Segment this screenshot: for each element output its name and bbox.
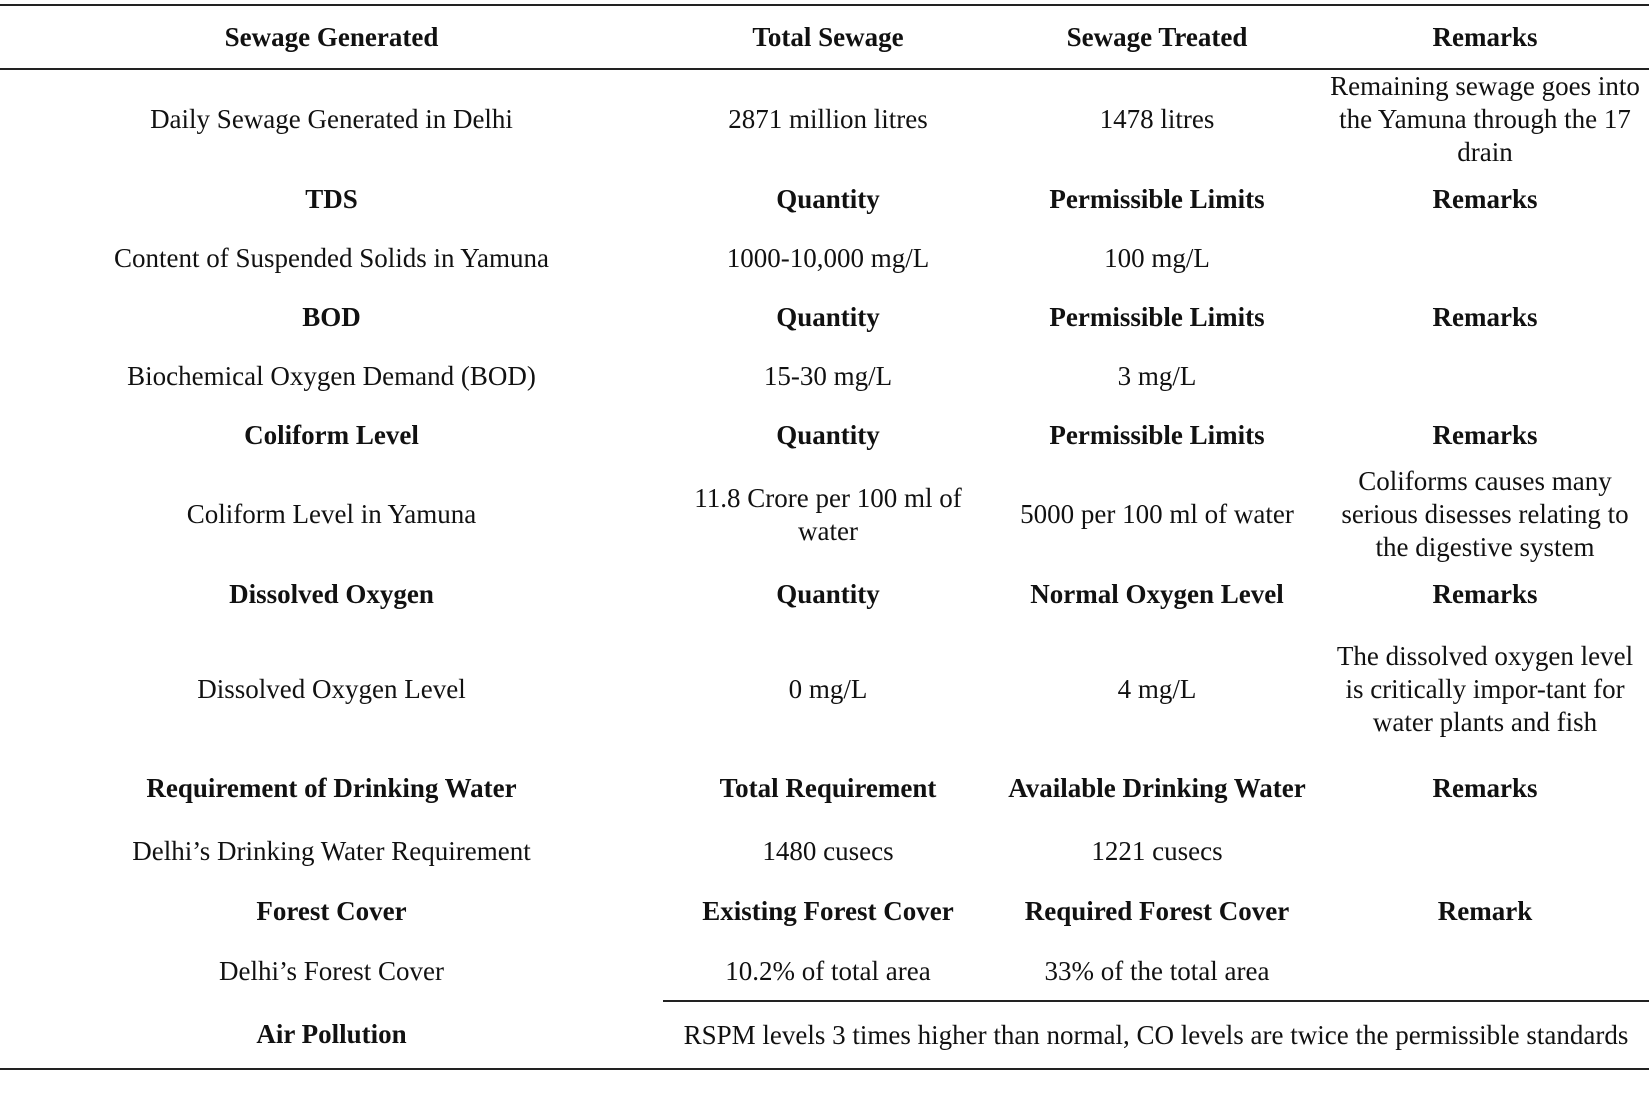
table-cell: 4 mg/L (1117, 673, 1197, 704)
section-header-row (0, 287, 1649, 347)
table-cell: Dissolved Oxygen Level (197, 673, 466, 704)
table-row (0, 942, 1649, 1001)
table-cell: Available Drinking Water (1008, 772, 1306, 803)
table-cell: 1480 cusecs (762, 835, 894, 866)
table-cell: Biochemical Oxygen Demand (BOD) (127, 360, 536, 391)
table-cell: Remaining sewage goes into the Yamuna through the 17 drain (1330, 71, 1640, 167)
table-cell: Remarks (1432, 183, 1538, 214)
table-cell: 100 mg/L (1104, 242, 1210, 273)
table-row (0, 822, 1649, 880)
table-cell: TDS (305, 183, 358, 214)
table-row (0, 624, 1649, 754)
pollution-data-table (0, 4, 1649, 1070)
section-header-row (0, 754, 1649, 822)
table-cell (1321, 942, 1649, 1001)
table-cell (1321, 347, 1649, 405)
table-row (0, 69, 1649, 169)
table-cell: Existing Forest Cover (702, 895, 954, 926)
table-cell: Quantity (776, 301, 880, 332)
table-cell: 1000-10,000 mg/L (726, 242, 930, 273)
header-sewage-generated: Sewage Generated (0, 5, 663, 69)
table-cell (1321, 229, 1649, 287)
table-cell: 33% of the total area (1044, 955, 1270, 986)
table-header-row (0, 5, 1649, 69)
table-cell: Delhi’s Forest Cover (219, 956, 444, 986)
table-cell: Required Forest Cover (1024, 895, 1290, 926)
air-pollution-label: Air Pollution (0, 1001, 663, 1069)
table-cell: 11.8 Crore per 100 ml of water (694, 482, 962, 546)
section-header-row (0, 169, 1649, 229)
table-cell: Coliform Level (244, 419, 419, 450)
table-row-air-pollution (0, 1001, 1649, 1069)
table-cell: Coliforms causes many serious disesses relating to the digestive system (1341, 466, 1629, 562)
table-cell: Dissolved Oxygen (229, 578, 434, 609)
table-cell: Total Requirement (719, 772, 937, 803)
section-header-row (0, 564, 1649, 624)
section-header-row (0, 880, 1649, 942)
table-cell: Quantity (776, 419, 880, 450)
header-total-sewage: Total Sewage (663, 5, 993, 69)
table-cell (1321, 822, 1649, 880)
table-cell: Quantity (776, 183, 880, 214)
table-cell: 1221 cusecs (1091, 835, 1223, 866)
table-cell: Normal Oxygen Level (1030, 578, 1284, 609)
table-cell: Delhi’s Drinking Water Requirement (132, 835, 531, 866)
air-pollution-text: RSPM levels 3 times higher than normal, CO levels are twice the permissible standards (663, 1001, 1649, 1069)
table-row (0, 347, 1649, 405)
header-remarks: Remarks (1321, 5, 1649, 69)
table-cell: Content of Suspended Solids in Yamuna (113, 242, 550, 273)
table-cell: Forest Cover (256, 895, 407, 926)
table-cell: Requirement of Drinking Water (146, 772, 517, 803)
table-cell: Permissible Limits (1049, 419, 1265, 450)
table-row (0, 465, 1649, 564)
table-cell: 5000 per 100 ml of water (1020, 499, 1294, 529)
table-cell: 2871 million litres (728, 104, 928, 134)
table-cell: 3 mg/L (1117, 360, 1197, 391)
table-cell: The dissolved oxygen level is critically impor-tant for water plants and fish (1336, 640, 1634, 737)
table-cell: Remarks (1432, 578, 1538, 609)
table-cell: BOD (302, 301, 361, 332)
table-cell: 1478 litres (1099, 104, 1215, 134)
table-cell: Permissible Limits (1049, 183, 1265, 214)
table-row (0, 229, 1649, 287)
table-cell: Permissible Limits (1049, 301, 1265, 332)
section-header-row (0, 405, 1649, 465)
table-cell: Remark (1437, 895, 1533, 926)
table-cell: Coliform Level in Yamuna (186, 499, 477, 529)
table-cell: 10.2% of total area (725, 955, 931, 986)
header-sewage-treated: Sewage Treated (993, 5, 1321, 69)
table-cell: 0 mg/L (788, 673, 868, 704)
table-body (0, 69, 1649, 1069)
table-cell: Remarks (1432, 301, 1538, 332)
table-cell: Remarks (1432, 772, 1538, 803)
table-cell: 15-30 mg/L (763, 360, 893, 391)
table-cell: Quantity (776, 578, 880, 609)
table-cell: Daily Sewage Generated in Delhi (150, 104, 513, 134)
table-cell: Remarks (1432, 419, 1538, 450)
